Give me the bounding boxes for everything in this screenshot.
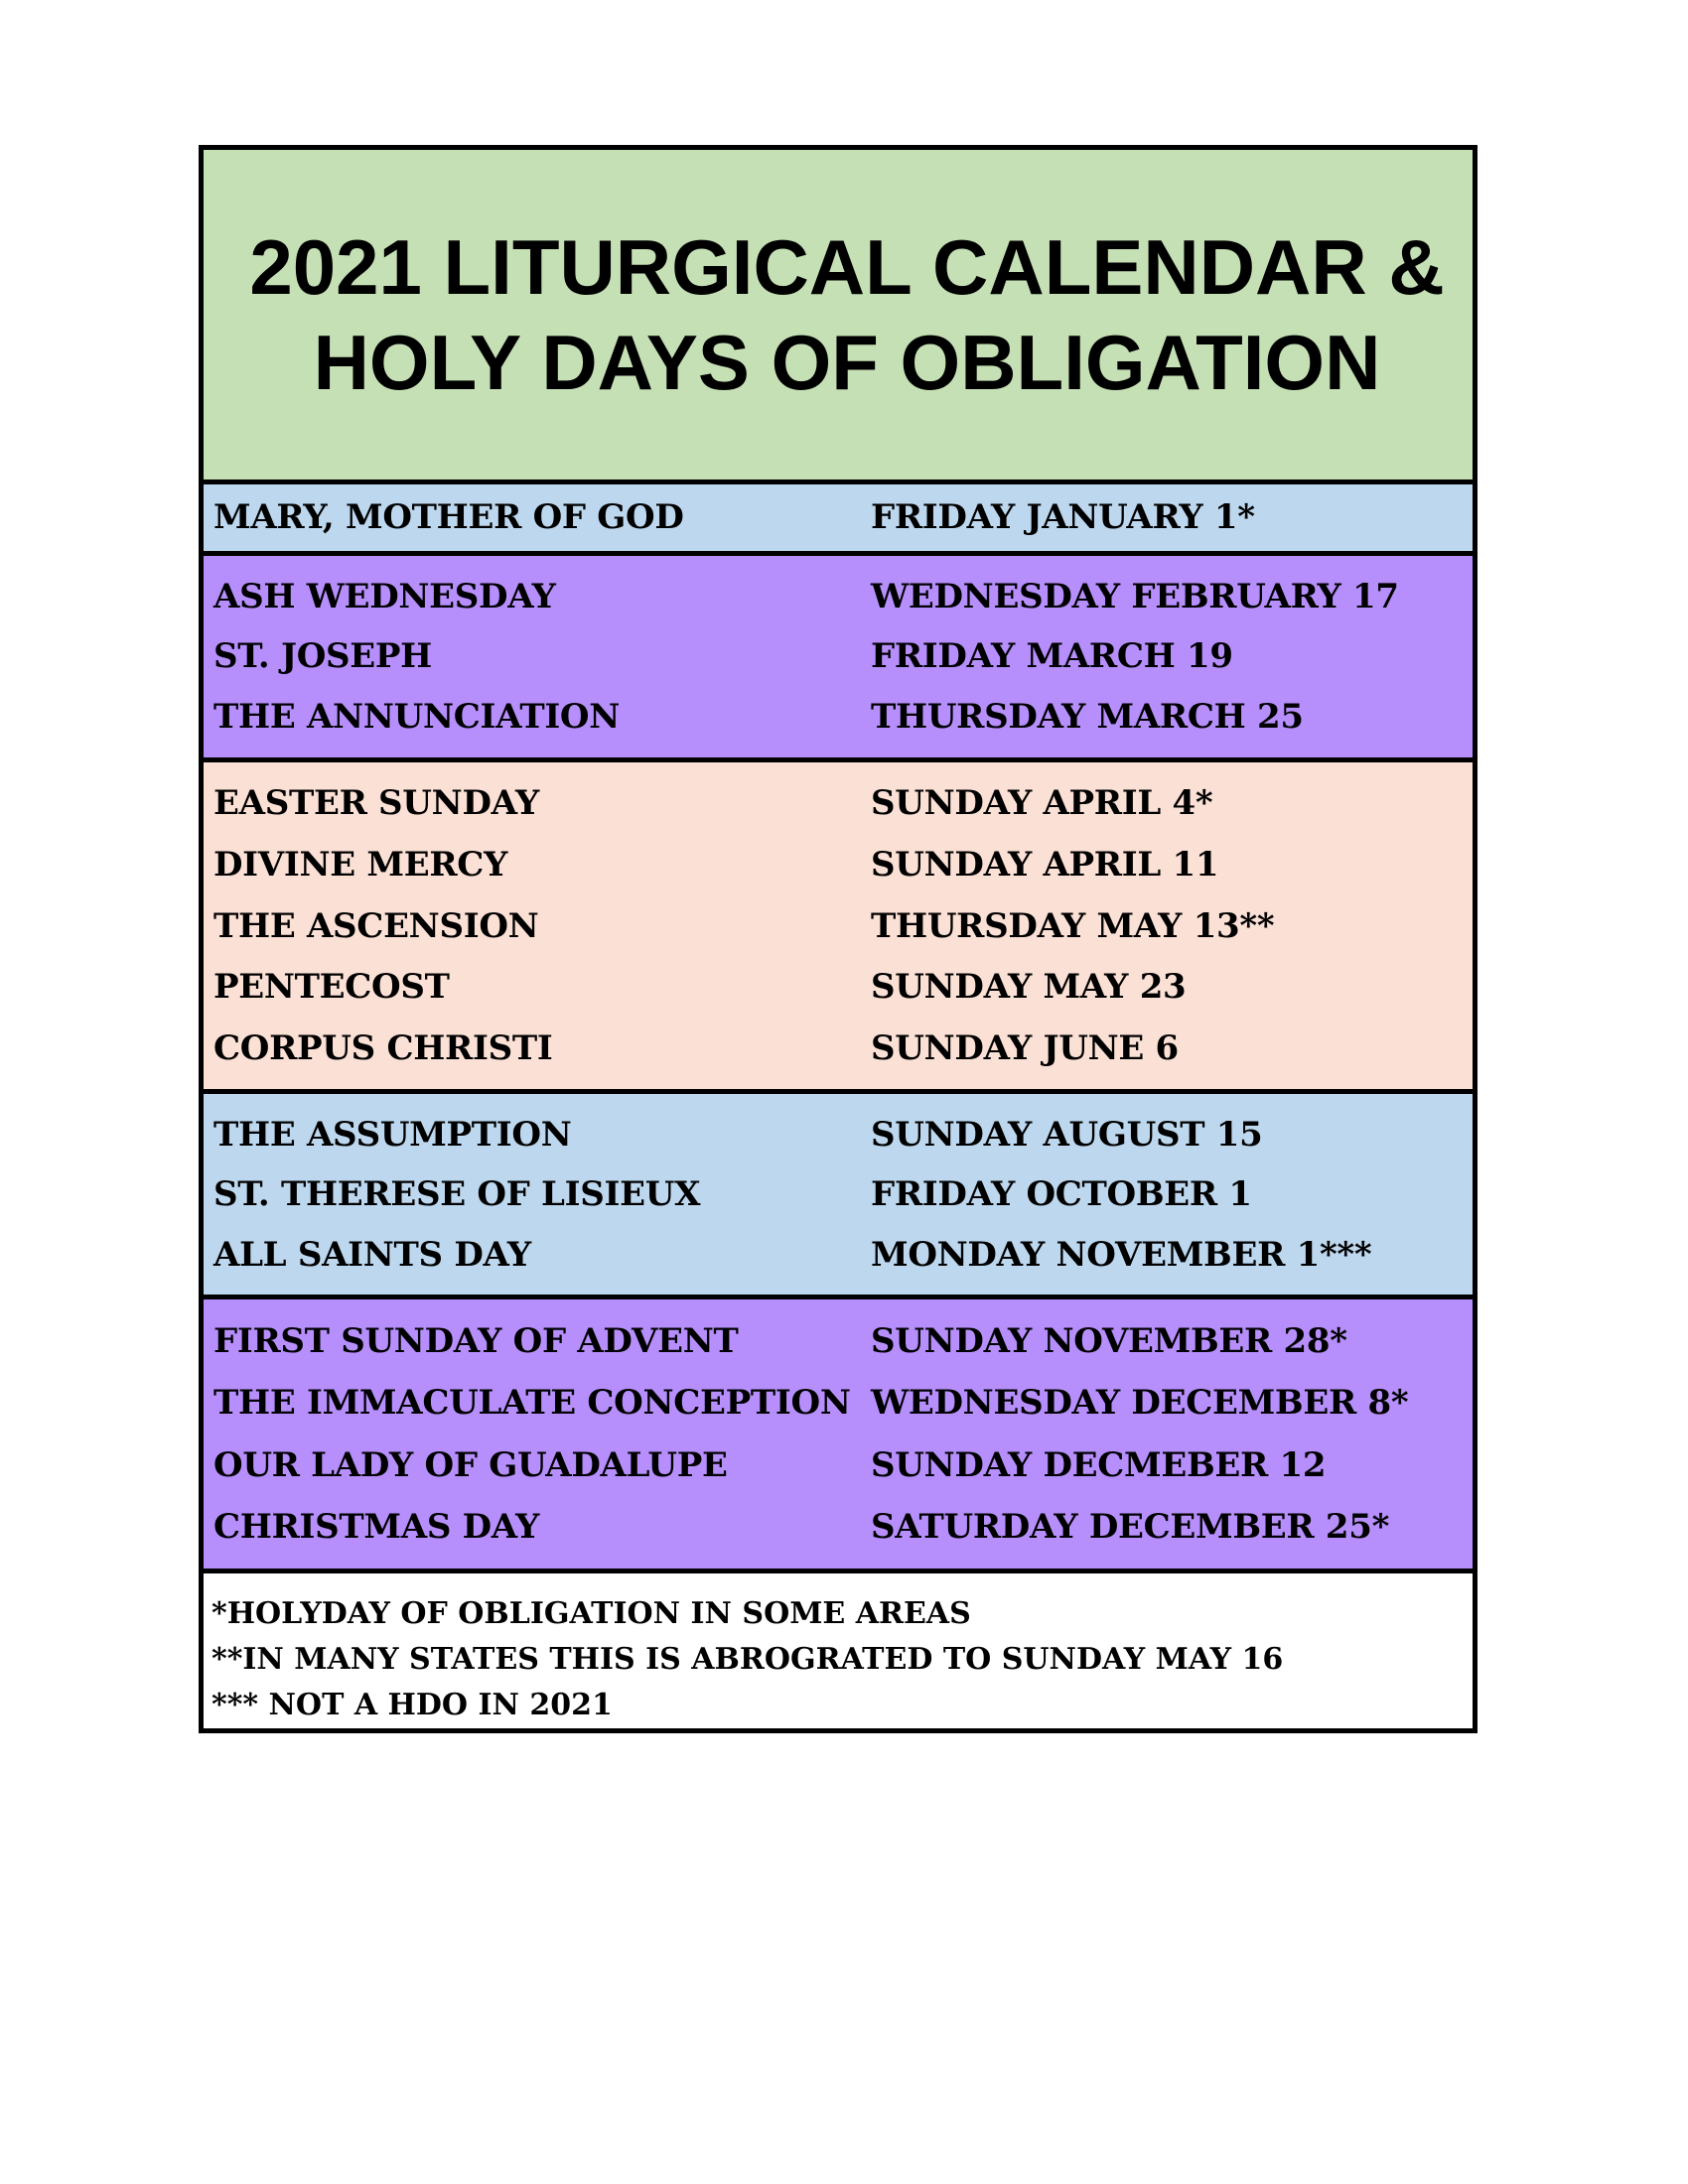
event-date: SATURDAY DECEMBER 25* xyxy=(871,1506,1390,1547)
liturgical-calendar-table xyxy=(199,145,1477,1733)
footnote: *** NOT A HDO IN 2021 xyxy=(211,1688,613,1722)
event-date: SUNDAY DECMEBER 12 xyxy=(871,1444,1327,1485)
event-name: MARY, MOTHER OF GOD xyxy=(213,497,684,538)
calendar-row xyxy=(204,577,1473,616)
event-name: DIVINE MERCY xyxy=(213,844,508,885)
calendar-row xyxy=(204,783,1473,823)
event-name: THE ASSUMPTION xyxy=(213,1114,572,1155)
calendar-row xyxy=(204,967,1473,1007)
calendar-row xyxy=(204,906,1473,946)
title-line-1: 2021 LITURGICAL CALENDAR & xyxy=(249,222,1445,311)
event-date: SUNDAY MAY 23 xyxy=(871,967,1187,1008)
section-easter xyxy=(204,762,1473,1095)
event-name: FIRST SUNDAY OF ADVENT xyxy=(213,1321,739,1362)
footnote: *HOLYDAY OF OBLIGATION IN SOME AREAS xyxy=(211,1596,971,1631)
event-date: SUNDAY JUNE 6 xyxy=(871,1027,1179,1068)
event-name: THE ASCENSION xyxy=(213,905,539,946)
calendar-row xyxy=(204,1383,1473,1423)
event-date: SUNDAY NOVEMBER 28* xyxy=(871,1321,1347,1362)
calendar-row xyxy=(204,636,1473,676)
event-date: WEDNESDAY FEBRUARY 17 xyxy=(871,576,1399,616)
section-advent xyxy=(204,1299,1473,1573)
event-name: CHRISTMAS DAY xyxy=(213,1506,540,1547)
event-name: ST. JOSEPH xyxy=(213,636,433,677)
event-date: MONDAY NOVEMBER 1*** xyxy=(871,1234,1372,1275)
event-name: ST. THERESE OF LISIEUX xyxy=(213,1174,701,1215)
event-date: THURSDAY MAY 13** xyxy=(871,905,1275,946)
calendar-row xyxy=(204,1235,1473,1275)
section-lent xyxy=(204,556,1473,762)
title-line-2: HOLY DAYS OF OBLIGATION xyxy=(313,318,1381,406)
event-name: ALL SAINTS DAY xyxy=(213,1234,531,1275)
calendar-row xyxy=(204,1174,1473,1214)
calendar-row xyxy=(204,1507,1473,1547)
event-name: THE IMMACULATE CONCEPTION xyxy=(213,1383,851,1424)
event-date: SUNDAY AUGUST 15 xyxy=(871,1114,1263,1155)
event-name: CORPUS CHRISTI xyxy=(213,1027,553,1068)
section-ordinary-time xyxy=(204,1094,1473,1299)
event-name: THE ANNUNCIATION xyxy=(213,697,621,738)
event-date: SUNDAY APRIL 11 xyxy=(871,844,1219,885)
event-date: FRIDAY OCTOBER 1 xyxy=(871,1174,1252,1215)
event-date: THURSDAY MARCH 25 xyxy=(871,697,1304,738)
event-name: PENTECOST xyxy=(213,967,450,1008)
event-name: OUR LADY OF GUADALUPE xyxy=(213,1444,728,1485)
calendar-row xyxy=(204,1321,1473,1361)
event-name: EASTER SUNDAY xyxy=(213,783,539,824)
section-january xyxy=(204,484,1473,557)
footnotes xyxy=(204,1573,1473,1728)
event-date: FRIDAY JANUARY 1* xyxy=(871,497,1255,538)
event-name: ASH WEDNESDAY xyxy=(213,576,556,616)
calendar-row xyxy=(204,497,1473,537)
calendar-row xyxy=(204,1028,1473,1068)
calendar-header xyxy=(204,150,1473,484)
calendar-row xyxy=(204,697,1473,737)
page-title xyxy=(231,219,1444,410)
calendar-row xyxy=(204,1115,1473,1155)
calendar-row xyxy=(204,1445,1473,1485)
event-date: FRIDAY MARCH 19 xyxy=(871,636,1233,677)
event-date: SUNDAY APRIL 4* xyxy=(871,783,1213,824)
footnote: **IN MANY STATES THIS IS ABROGRATED TO SUNDAY MAY 16 xyxy=(211,1642,1284,1677)
calendar-row xyxy=(204,845,1473,885)
event-date: WEDNESDAY DECEMBER 8* xyxy=(871,1383,1409,1424)
